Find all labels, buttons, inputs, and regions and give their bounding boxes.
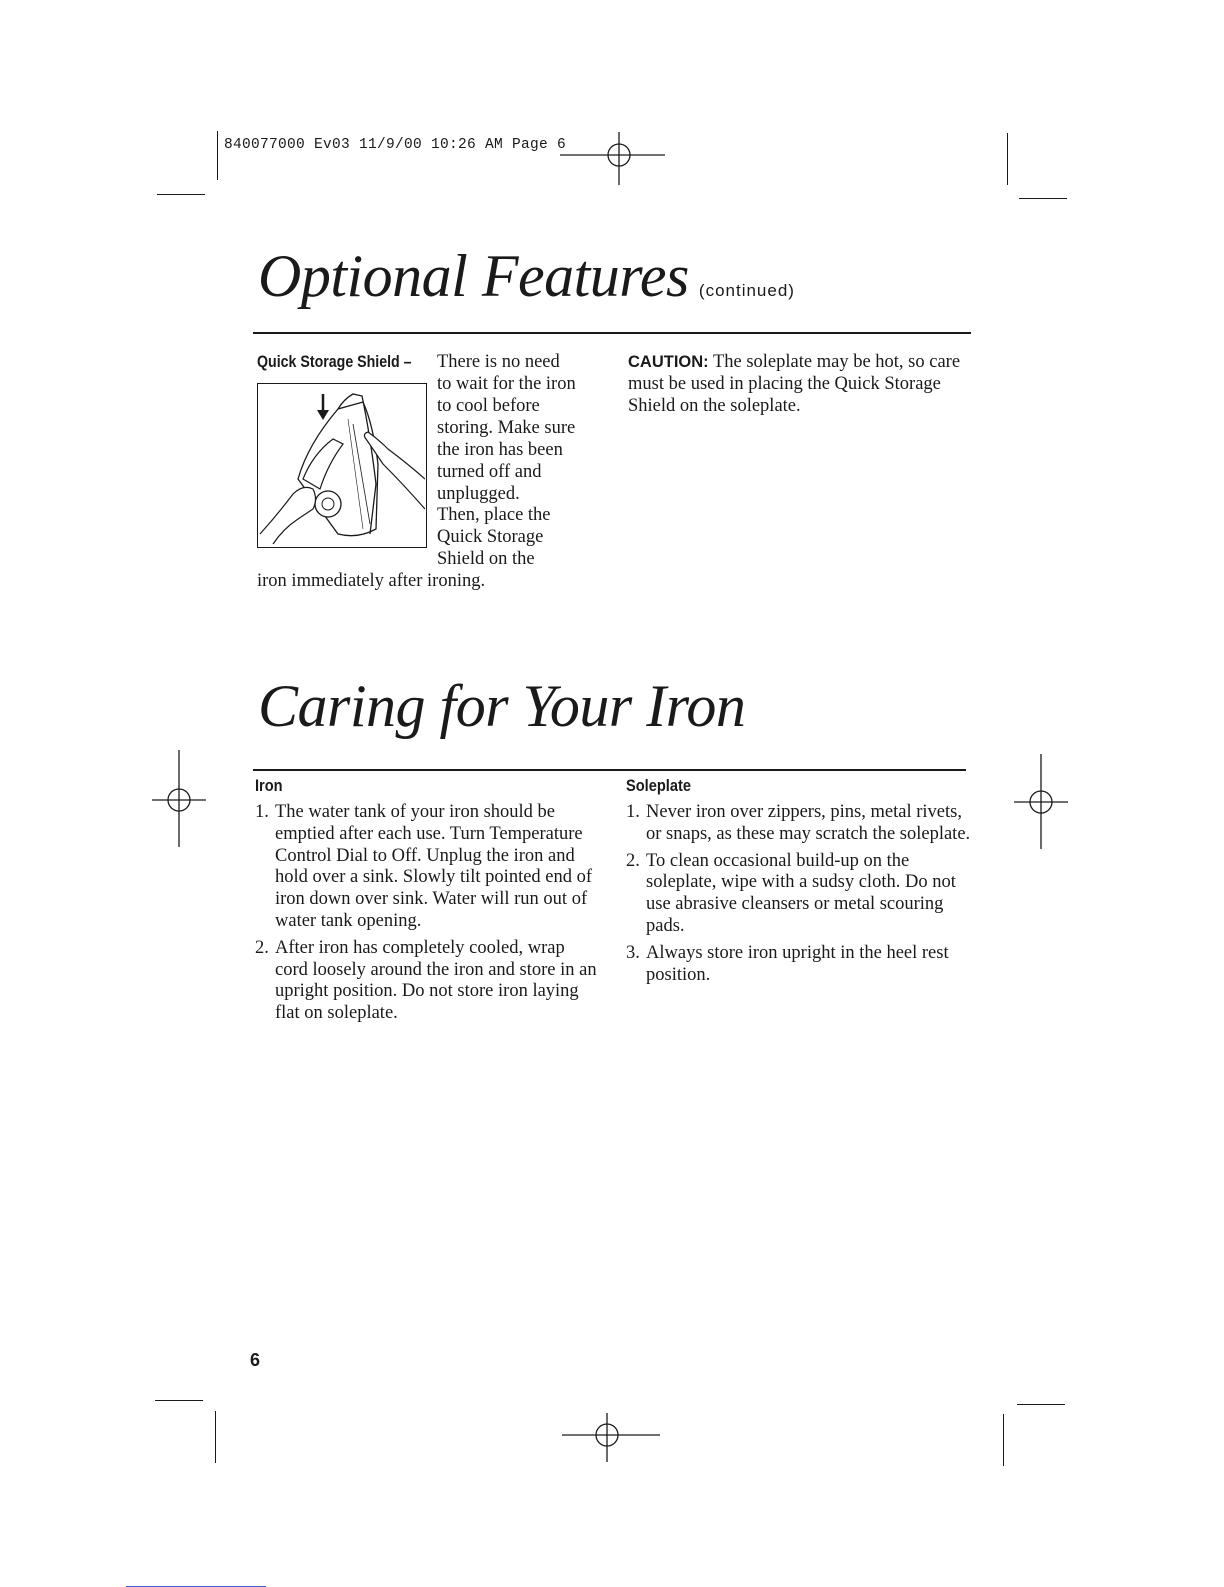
step-number: 2. (255, 937, 269, 958)
step-text: Always store iron upright in the heel rest position. (646, 942, 949, 985)
caution-text: The soleplate may be hot, so care must be used in placing the Quick Storage Shield on the soleplate. (628, 352, 961, 416)
wrap-line: There is no need (437, 352, 560, 372)
list-item (255, 802, 600, 933)
list-item (626, 943, 971, 987)
crop-mark (217, 131, 218, 180)
list-item (626, 851, 971, 938)
step-number: 1. (255, 802, 269, 822)
crop-mark (155, 1400, 203, 1401)
section-title-text: Optional Features (258, 243, 689, 309)
step-text: After iron has completely cooled, wrap cord loosely around the iron and store in an upright position. Do not store iron laying flat on soleplate. (275, 937, 597, 1024)
step-text: The water tank of your iron should be emptied after each use. Turn Temperature Control Dial to Off. Unplug the iron and hold over a sink. Slowly tilt pointed end of iron down over sink. Water will run out of water tank opening. (275, 802, 593, 931)
caution-label: CAUTION: (628, 353, 709, 371)
crop-mark (1019, 198, 1067, 199)
soleplate-steps (626, 802, 971, 986)
section-title: Caring for Your Iron (258, 673, 746, 739)
step-number: 2. (626, 850, 640, 871)
wrap-line: Then, place the (437, 505, 551, 525)
section-rule (253, 769, 966, 771)
wrap-line: turned off and (437, 462, 542, 482)
crop-mark (157, 194, 205, 195)
wrap-line: iron immediately after ironing. (257, 571, 486, 591)
list-item (255, 938, 600, 1025)
page-number: 6 (250, 1350, 261, 1370)
registration-mark-icon (560, 1410, 670, 1465)
print-slug: 840077000 Ev03 11/9/00 10:26 AM Page 6 (224, 137, 567, 153)
wrap-line: to wait for the iron (437, 374, 576, 394)
step-number: 3. (626, 942, 640, 963)
wrap-line: the iron has been (437, 440, 563, 460)
step-text: To clean occasional build-up on the soleplate, wipe with a sudsy cloth. Do not use abrasive cleansers or metal scouring pads. (646, 850, 956, 936)
step-text: Never iron over zippers, pins, metal rivets, or snaps, as these may scratch the soleplate. (646, 802, 971, 844)
caution-note (628, 352, 968, 417)
crop-mark (1007, 133, 1008, 185)
step-number: 1. (626, 802, 640, 822)
iron-steps (255, 802, 600, 1025)
iron-heading: Iron (255, 776, 283, 795)
list-item (626, 802, 971, 846)
wrap-line: Shield on the (437, 549, 535, 569)
wrap-line: to cool before (437, 396, 540, 416)
soleplate-heading: Soleplate (626, 776, 692, 795)
soleplate-column (626, 776, 971, 991)
registration-mark-icon (1012, 752, 1072, 852)
crop-mark (215, 1411, 216, 1463)
quick-storage-shield-label: Quick Storage Shield – (257, 353, 412, 371)
wrap-line: storing. Make sure (437, 418, 576, 438)
quick-storage-shield-first-line (257, 352, 560, 374)
registration-mark-icon (150, 748, 210, 848)
section-title (258, 243, 795, 309)
continued-label: (continued) (698, 281, 795, 300)
wrap-line: unplugged. (437, 484, 520, 504)
wrap-line: Quick Storage (437, 527, 544, 547)
registration-mark-icon (560, 130, 670, 190)
section-rule (253, 332, 971, 334)
iron-shield-illustration (257, 383, 427, 548)
crop-mark (1003, 1414, 1004, 1466)
iron-column (255, 776, 600, 1030)
crop-mark (1017, 1404, 1065, 1405)
iron-with-shield-icon (258, 384, 425, 546)
